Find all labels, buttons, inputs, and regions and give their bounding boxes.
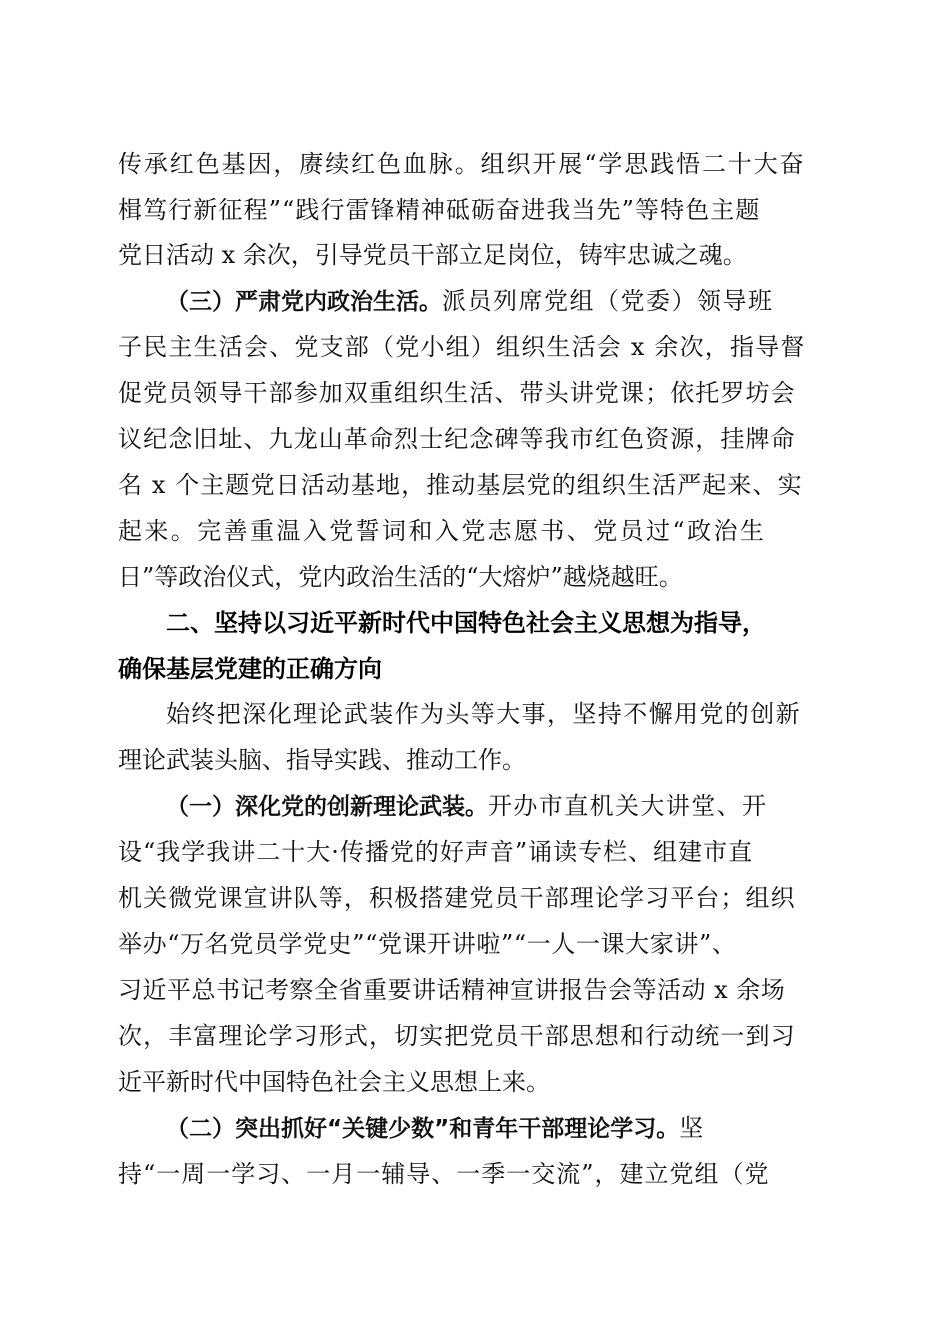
line-text: 机关微党课宣讲队等，积极搭建党员干部理论学习平台；组织 <box>118 884 796 912</box>
line-text: 促党员领导干部参加双重组织生活、带头讲党课；依托罗坊会 <box>118 379 796 407</box>
paragraph-line <box>118 1062 950 1102</box>
heading-text: 确保基层党建的正确方向 <box>118 655 382 683</box>
paragraph-line <box>118 832 950 872</box>
line-text: 楫笃行新征程”“践行雷锋精神砥砺奋进我当先”等特色主题 <box>118 196 761 224</box>
line-text: 日”等政治仪式，党内政治生活的“大熔炉”越烧越旺。 <box>118 563 683 591</box>
subsection-title: （二）突出抓好“关键少数”和青年干部理论学习。 <box>166 1116 680 1142</box>
paragraph-line <box>118 235 950 275</box>
line-text: 党日活动 x 余次，引导党员干部立足岗位，铸牢忠诚之魂。 <box>118 241 747 269</box>
subsection-line <box>166 281 950 321</box>
paragraph-line <box>166 694 950 734</box>
line-text: 设“我学我讲二十大·传播党的好声音”诵读专栏、组建市直 <box>118 838 754 866</box>
line-text: 理论武装头脑、指导实践、推动工作。 <box>118 746 526 774</box>
section-heading <box>166 603 950 643</box>
line-text: 近平新时代中国特色社会主义思想上来。 <box>118 1068 550 1096</box>
line-text: 议纪念旧址、九龙山革命烈士纪念碑等我市红色资源，挂牌命 <box>118 425 796 453</box>
paragraph-line <box>118 924 950 964</box>
line-text: 开办市直机关大讲堂、开 <box>488 792 768 820</box>
line-text: 习近平总书记考察全省重要讲话精神宣讲报告会等活动 x 余场 <box>118 976 786 1004</box>
section-heading-continued <box>118 649 950 689</box>
subsection-line <box>166 1108 950 1148</box>
line-text: 始终把深化理论武装作为头等大事，坚持不懈用党的创新 <box>166 700 801 728</box>
paragraph-line <box>118 465 950 505</box>
paragraph-line <box>118 419 950 459</box>
line-text: 传承红色基因，赓续红色血脉。组织开展“学思践悟二十大奋 <box>118 150 806 178</box>
line-text: 持“一周一学习、一月一辅导、一季一交流”，建立党组（党 <box>118 1160 770 1188</box>
paragraph-line <box>118 511 950 551</box>
line-text: 坚 <box>679 1114 704 1142</box>
subsection-title: （一）深化党的创新理论武装。 <box>166 794 488 820</box>
heading-text: 二、坚持以习近平新时代中国特色社会主义思想为指导， <box>166 609 766 637</box>
subsection-line <box>166 786 950 826</box>
paragraph-line <box>118 1016 950 1056</box>
paragraph-line <box>118 327 950 367</box>
paragraph-line <box>118 373 950 413</box>
paragraph-line <box>118 878 950 918</box>
paragraph-line <box>118 557 950 597</box>
line-text: 派员列席党组（党委）领导班 <box>442 287 774 315</box>
subsection-title: （三）严肃党内政治生活。 <box>166 289 442 315</box>
paragraph-line <box>118 144 950 184</box>
line-text: 子民主生活会、党支部（党小组）组织生活会 x 余次，指导督 <box>118 333 806 361</box>
line-text: 起来。完善重温入党誓词和入党志愿书、党员过“政治生 <box>118 517 767 545</box>
paragraph-line <box>118 740 950 780</box>
line-text: 举办“万名党员学党史”“党课开讲啦”“一人一课大家讲”、 <box>118 930 737 958</box>
line-text: 名 x 个主题党日活动基地，推动基层党的组织生活严起来、实 <box>118 471 803 499</box>
paragraph-line <box>118 1154 950 1194</box>
line-text: 次，丰富理论学习形式，切实把党员干部思想和行动统一到习 <box>118 1022 796 1050</box>
paragraph-line <box>118 190 950 230</box>
paragraph-line <box>118 970 950 1010</box>
